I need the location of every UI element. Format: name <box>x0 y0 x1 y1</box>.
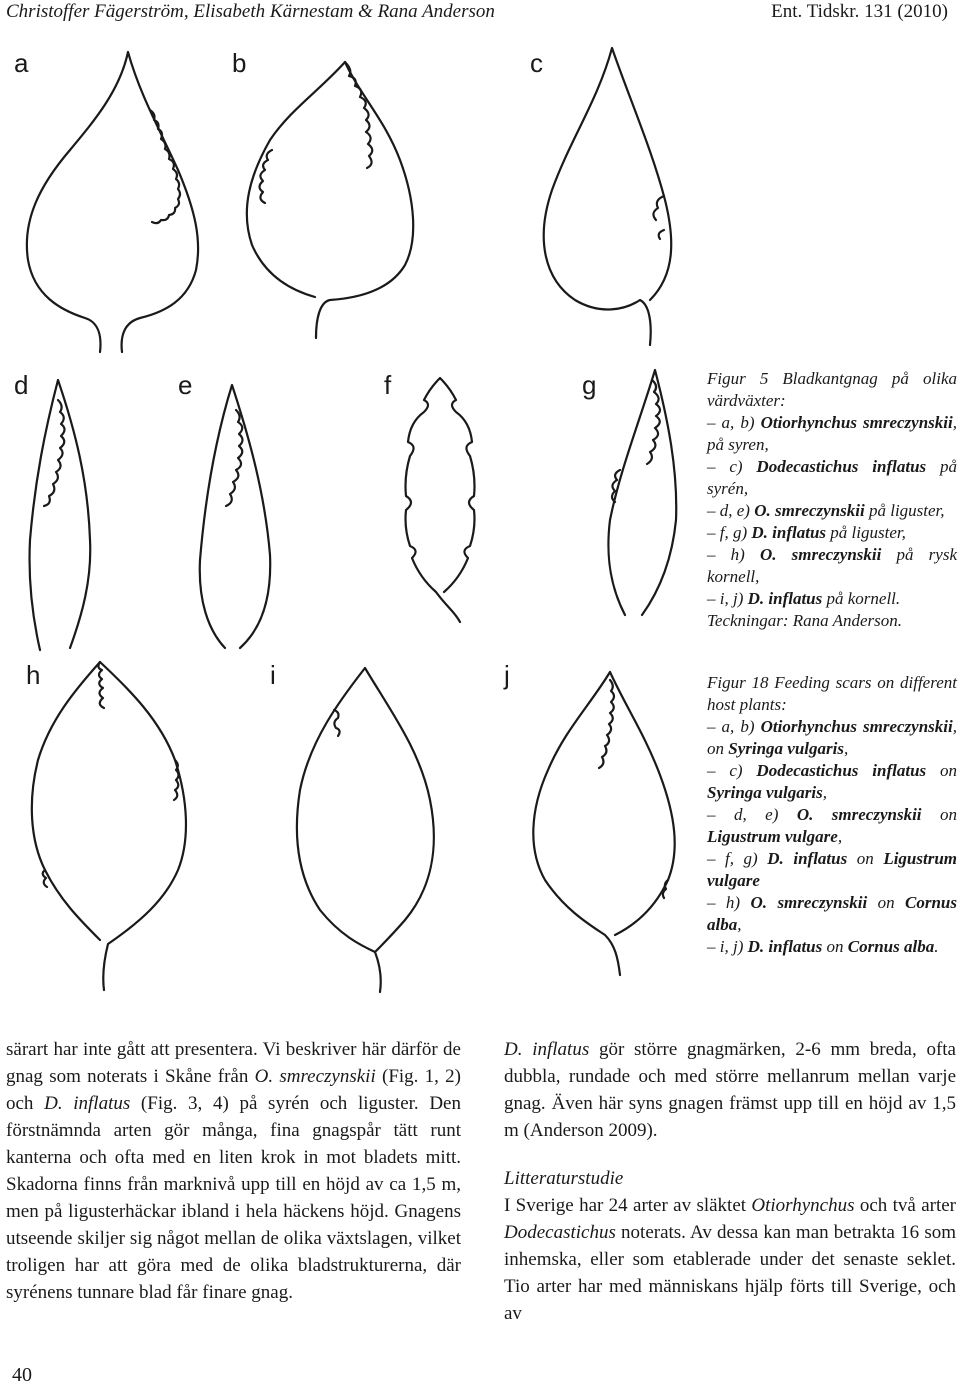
leaf-a <box>27 52 198 352</box>
leaf-j <box>533 672 674 975</box>
caption-sv-ij: – i, j) D. inflatus på kornell. <box>707 589 901 608</box>
caption-en-ij: – i, j) D. inflatus on Cornus alba. <box>707 937 939 956</box>
figure-label-j: j <box>504 660 510 690</box>
leaf-c <box>544 48 672 345</box>
caption-en-fg: – f, g) D. inflatus on Ligustrum vulgare <box>707 849 958 890</box>
figure-label-b: b <box>232 48 247 78</box>
body-column-left <box>6 1036 461 1306</box>
figure-label-c: c <box>530 48 543 78</box>
body-paragraph: I Sverige har 24 arter av släktet Otiorhynchus och två arter Dodecastichus noterats. Av dessa kan man betrakta 16 som inhemska, eller som etablerade under det senaste seklet. Tio arter har med människans hjälp förts till Sverige, och av <box>504 1195 956 1324</box>
caption-en-c: – c) Dodecastichus inflatus on Syringa vulgaris, <box>707 761 957 802</box>
caption-sv-intro: Figur 5 Bladkantgnag på olika värdväxter: <box>707 369 957 410</box>
leaf-b <box>247 62 413 338</box>
caption-en-h: – h) O. smreczynskii on Cornus alba, <box>707 893 957 934</box>
figure-caption-english <box>707 672 957 958</box>
figure-label-e: e <box>178 370 193 400</box>
leaf-f <box>406 378 475 622</box>
caption-sv-de: – d, e) O. smreczynskii på liguster, <box>707 501 945 520</box>
figure-label-a: a <box>14 48 29 78</box>
running-header-journal: Ent. Tidskr. 131 (2010) <box>771 1 948 22</box>
caption-sv-h: – h) O. smreczynskii på rysk kornell, <box>707 545 957 586</box>
caption-en-ab: – a, b) Otiorhynchus smreczynskii, on Syringa vulgaris, <box>707 717 957 758</box>
leaf-i <box>297 668 434 992</box>
section-heading-litteraturstudie: Litteraturstudie <box>504 1168 624 1189</box>
figure-label-d: d <box>14 370 29 400</box>
leaf-e <box>200 385 270 648</box>
caption-sv-credit: Teckningar: Rana Anderson. <box>707 611 903 630</box>
leaf-d <box>29 380 90 650</box>
body-column-right <box>504 1036 956 1327</box>
caption-sv-ab: – a, b) Otiorhynchus smreczynskii, på syren, <box>707 413 957 454</box>
figure-label-g: g <box>582 370 597 400</box>
caption-en-intro: Figur 18 Feeding scars on different host plants: <box>707 673 957 714</box>
leaf-h <box>32 662 186 990</box>
body-paragraph: D. inflatus gör större gnagmärken, 2-6 mm breda, ofta dubbla, rundade och med större mellanrum mellan varje gnag. Även här syns gnagen främst upp till en höjd av 1,5 m (Anderson 2009). <box>504 1039 956 1141</box>
figure-label-f: f <box>384 370 392 400</box>
page-number: 40 <box>12 1364 32 1386</box>
running-header-authors: Christoffer Fägerström, Elisabeth Kärnestam & Rana Anderson <box>6 1 495 22</box>
figure-caption-swedish <box>707 368 957 632</box>
leaf-g <box>608 370 676 615</box>
body-paragraph: särart har inte gått att presentera. Vi beskriver här därför de gnag som noterats i Skåne från O. smreczynskii (Fig. 1, 2) och D. inflatus (Fig. 3, 4) på syrén och liguster. Den förstnämnda arten gör många, fina gnagspår tätt runt kanterna och ofta med en liten krok in mot bladets mitt. Skadorna finns från marknivå upp till en höjd av ca 1,5 m, men på ligusterhäckar ibland i hela häckens höjd. Gnagens utseende skiljer sig något mellan de olika växtslagen, vilket troligen har att göra med de olika bladstrukturerna, där syrénens tunnare blad får finare gnag. <box>6 1039 462 1303</box>
caption-sv-fg: – f, g) D. inflatus på liguster, <box>707 523 906 542</box>
caption-sv-c: – c) Dodecastichus inflatus på syrén, <box>707 457 957 498</box>
figure-label-i: i <box>270 660 276 690</box>
figure-label-h: h <box>26 660 41 690</box>
caption-en-de: – d, e) O. smreczynskii on Ligustrum vulgare, <box>707 805 958 846</box>
